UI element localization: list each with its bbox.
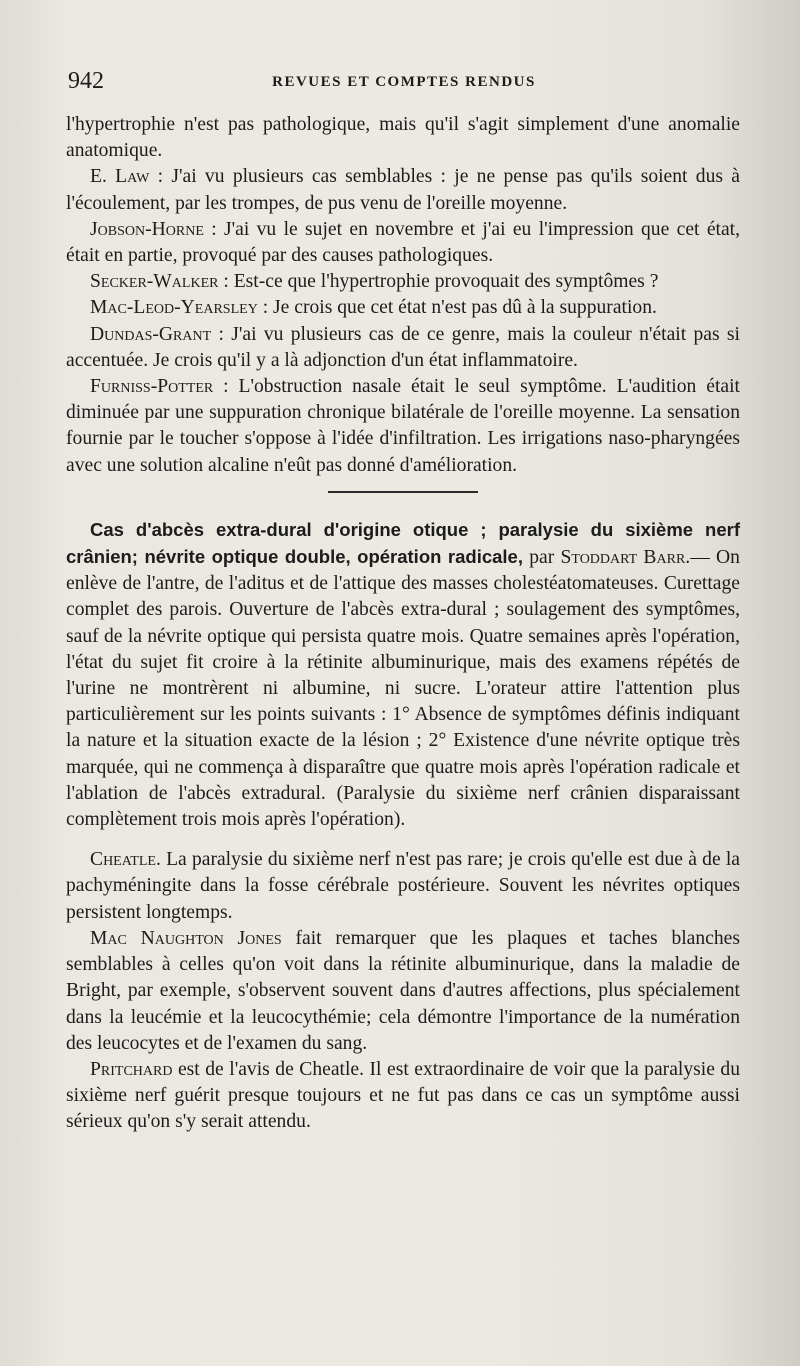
- speaker-name: E. Law: [90, 166, 150, 188]
- speaker-name: Dundas-Grant: [90, 323, 212, 345]
- speaker-text: : L'obstruction nasale était le seul symptôme. L'audition était diminuée par une suppuration chronique bilatérale de l'oreille moyenne. La sensation fournie par le toucher s'oppose à l'idée d'infiltration. Les irrigations naso-pharyngées avec une solution alcaline n'eût pas donné d'amélioration.: [66, 376, 740, 476]
- speaker-name: Cheatle: [90, 849, 156, 871]
- section-divider: [328, 491, 478, 493]
- discussion-jobson-horne: [66, 217, 740, 269]
- discussion-cheatle: [66, 847, 740, 926]
- article-abstract: [66, 517, 740, 833]
- discussion-pritchard: [66, 1057, 740, 1136]
- speaker-name: Secker-Walker: [90, 271, 219, 293]
- discussion-mac-naughton-jones: [66, 926, 740, 1057]
- discussion-dundas-grant: [66, 322, 740, 374]
- article-summary: .— On enlève de l'antre, de l'aditus et de l'attique des masses cholestéatomateuses. Curettage complet des parois. Ouverture de l'abcès extra-dural ; soulagement des symptômes, sauf de la névrite optique qui persista quatre mois. Quatre semaines après l'opération, l'état du sujet fit croire à la rétinite albuminurique, mais des examens répétés de l'urine ne montrèrent ni albumine, ni sucre. L'orateur attire l'attention plus particulièrement sur les points suivants : 1° Absence de symptômes définis indiquant la nature et la situation exacte de la lésion ; 2° Existence d'une névrite optique très marquée, qui ne commença à disparaître que quatre mois après l'opération radicale et l'ablation de l'abcès extradural. (Paralysie du sixième nerf crânien disparaissant complètement trois mois après l'opération).: [66, 547, 740, 831]
- speaker-name: Mac Naughton Jones: [90, 927, 282, 949]
- page-body: [66, 112, 740, 1136]
- article-title: Cas d'abcès extra-dural d'origine otique ; paralysie du sixième nerf crânien; névrite optique double, opération radicale,: [66, 518, 740, 568]
- speaker-name: Furniss-Potter: [90, 376, 214, 398]
- speaker-text: : J'ai vu plusieurs cas semblables : je ne pense pas qu'ils soient dus à l'écoulement, par les trompes, de pus venu de l'oreille moyenne.: [66, 166, 740, 214]
- speaker-text: fait remarquer que les plaques et taches blanches semblables à celles qu'on voit dans la rétinite albuminurique, dans la maladie de Bright, par exemple, s'observent souvent dans d'autres affections, plus spécialement dans la leucémie et la leucocythémie; cela démontre l'importance de la numération des leucocytes et de l'examen du sang.: [66, 927, 740, 1054]
- speaker-name: Jobson-Horne: [90, 218, 204, 240]
- speaker-name: Mac-Leod-Yearsley: [90, 297, 258, 319]
- speaker-text: : Est-ce que l'hypertrophie provoquait des symptômes ?: [218, 271, 659, 293]
- discussion-furniss-potter: [66, 374, 740, 479]
- speaker-text: : J'ai vu le sujet en novembre et j'ai eu l'impression que cet état, était en partie, provoqué par des causes pathologiques.: [66, 218, 740, 267]
- article-by: par: [522, 547, 561, 569]
- speaker-text: est de l'avis de Cheatle. Il est extraordinaire de voir que la paralysie du sixième nerf guérit presque toujours et ne fut pas dans ce cas un symptôme aussi sérieux qu'on s'y serait attendu.: [66, 1058, 740, 1133]
- speaker-text: . La paralysie du sixième nerf n'est pas rare; je crois qu'elle est due à de la pachyméningite dans la fosse cérébrale postérieure. Souvent les névrites optiques persistent longtemps.: [66, 849, 740, 923]
- discussion-secker-walker: [66, 269, 740, 295]
- page-header: [68, 68, 740, 98]
- discussion-mac-leod-yearsley: [66, 295, 740, 321]
- paragraph-continuation: l'hypertrophie n'est pas pathologique, mais qu'il s'agit simplement d'une anomalie anatomique.: [66, 114, 740, 162]
- speaker-text: : Je crois que cet état n'est pas dû à la suppuration.: [257, 297, 657, 319]
- speaker-text: : J'ai vu plusieurs cas de ce genre, mais la couleur n'était pas si accentuée. Je crois qu'il y a là adjonction d'un état inflammatoire.: [66, 323, 740, 371]
- discussion-law: [66, 164, 740, 216]
- speaker-name: Pritchard: [90, 1058, 173, 1080]
- page-number: 942: [68, 68, 104, 94]
- article-author: Stoddart Barr: [560, 547, 686, 569]
- running-head: REVUES ET COMPTES RENDUS: [272, 74, 536, 90]
- paragraph-gap: [66, 833, 740, 847]
